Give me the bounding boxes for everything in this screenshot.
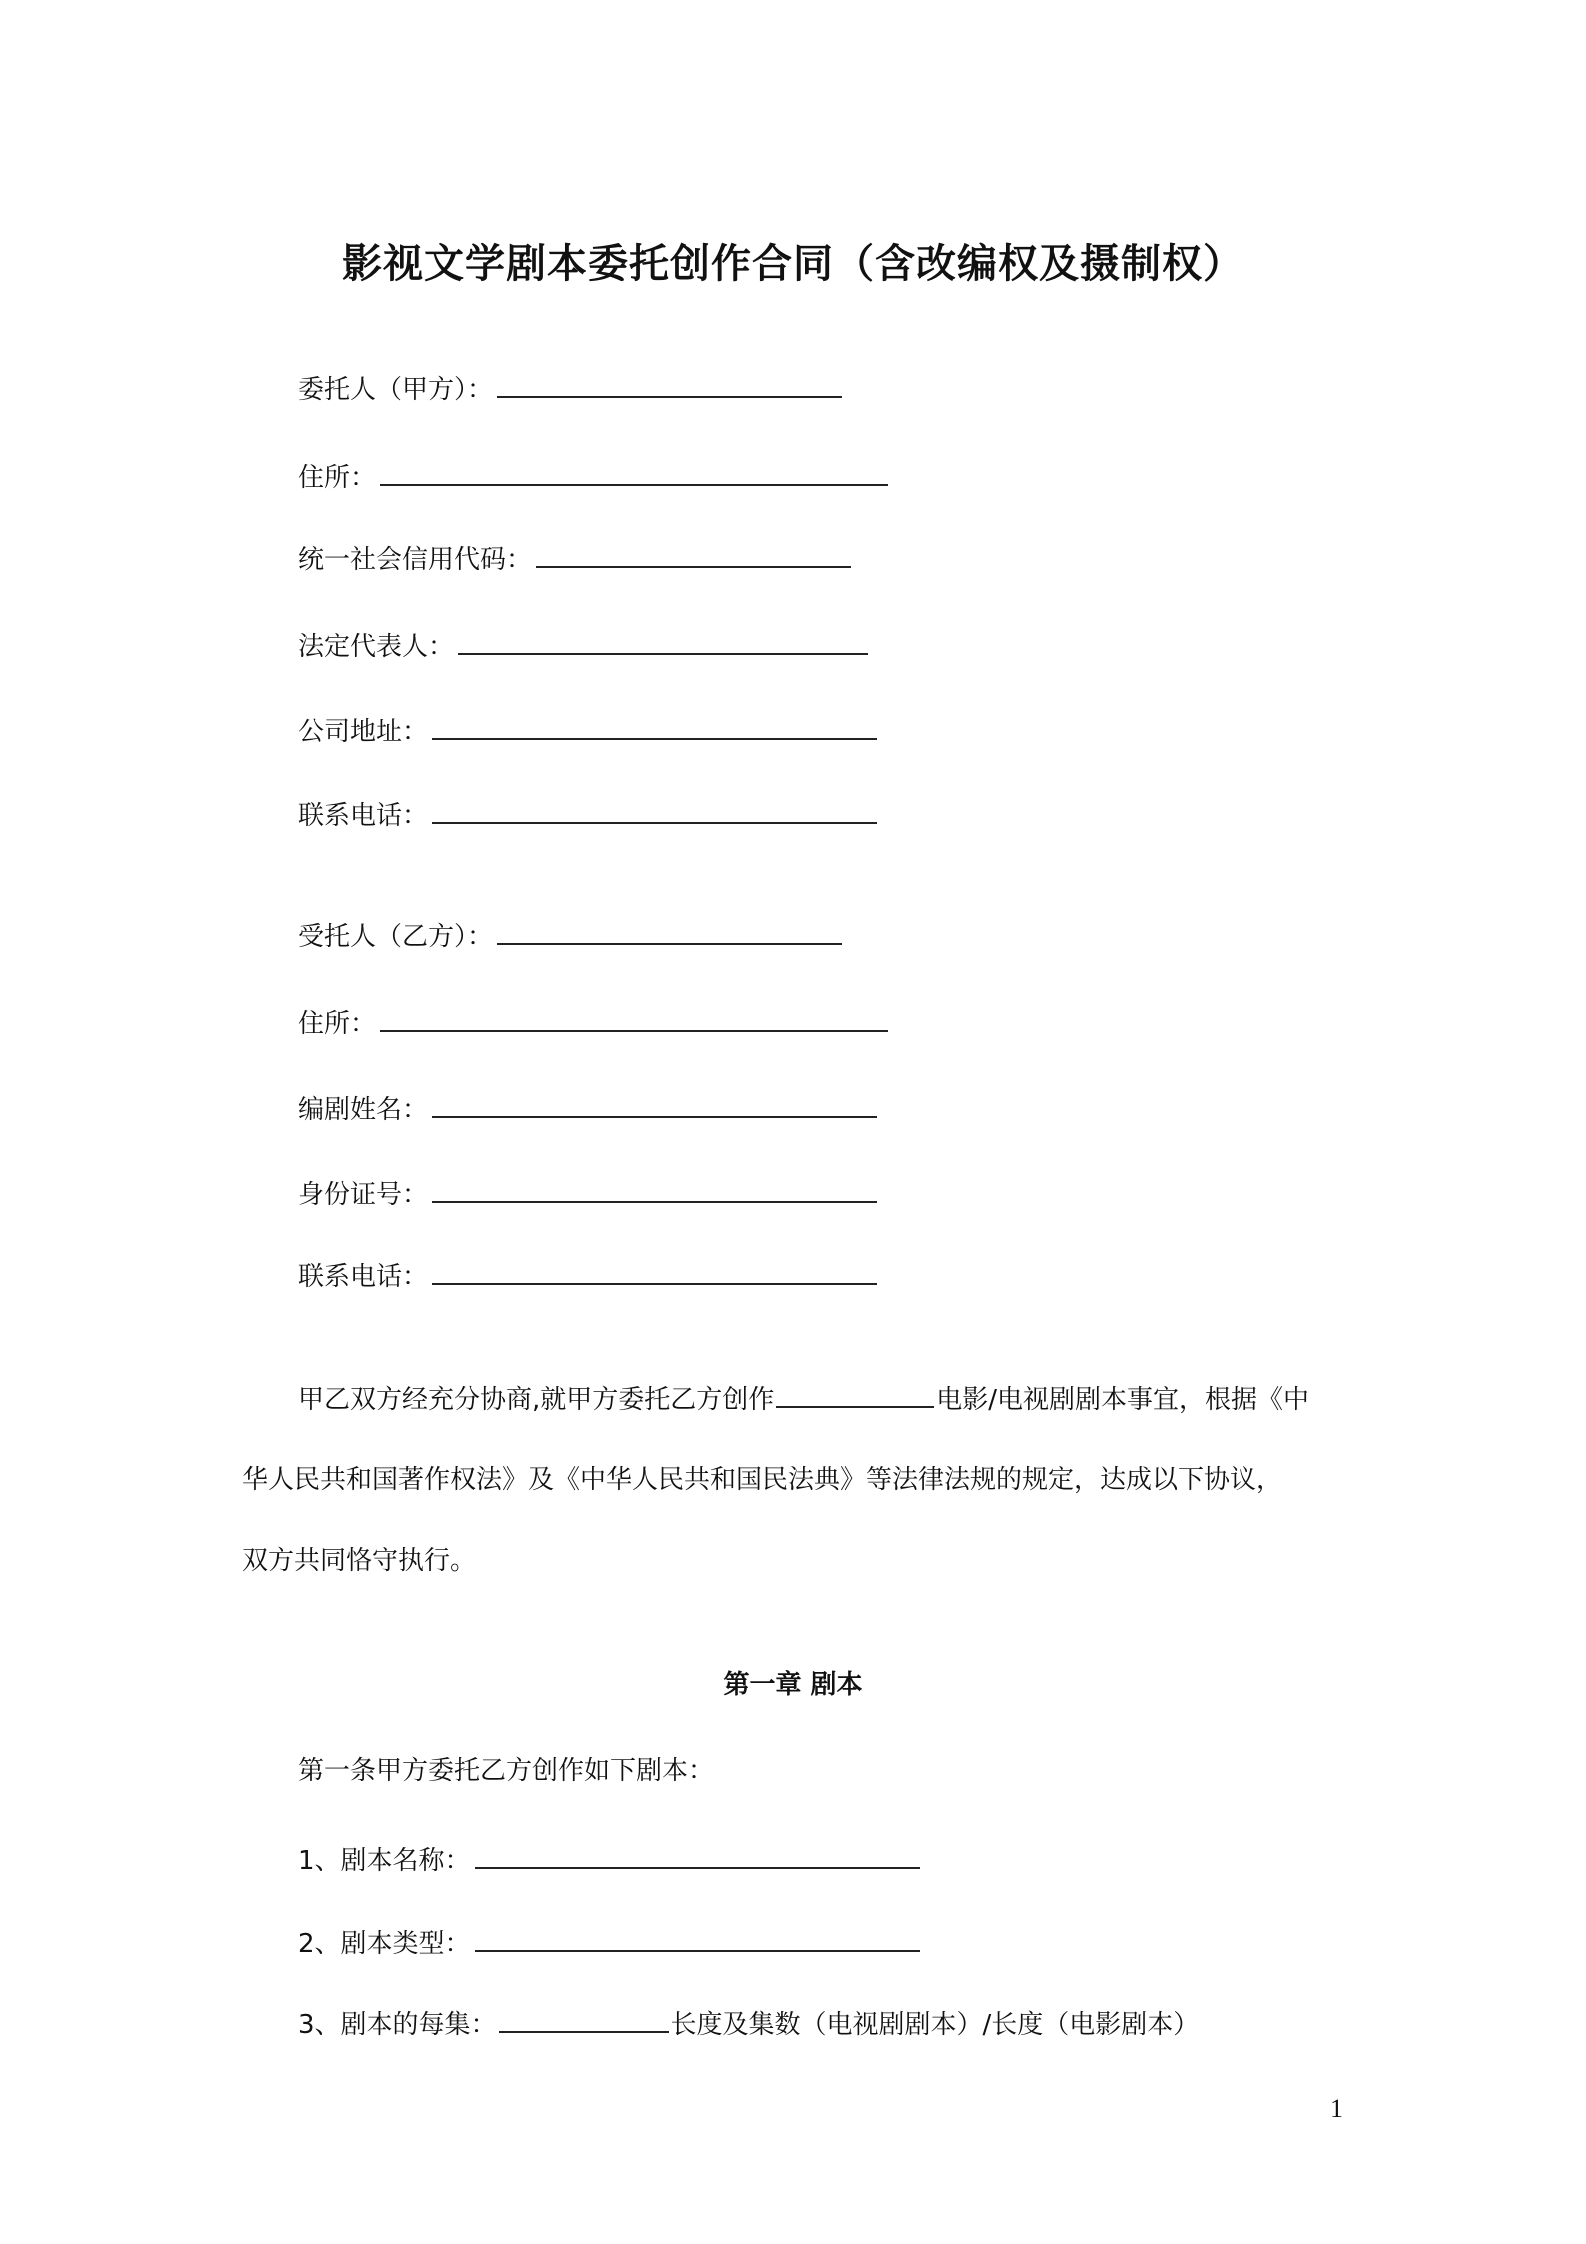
chapter-heading: 第一章 剧本 — [723, 1670, 863, 1700]
party-a-residence-label: 住所： — [298, 463, 377, 493]
party-a-residence-blank[interactable] — [380, 458, 888, 486]
party-a-phone-label: 联系电话： — [298, 801, 429, 831]
party-a-residence-row — [298, 458, 888, 496]
party-b-writer-name-blank[interactable] — [432, 1090, 877, 1118]
script-name-label: 1、剧本名称： — [298, 1846, 471, 1876]
party-b-agent-label: 受托人（乙方）： — [298, 922, 494, 952]
party-a-credit-code-row — [298, 540, 851, 578]
script-name-blank[interactable] — [475, 1841, 920, 1869]
party-b-residence-label: 住所： — [298, 1009, 377, 1039]
party-a-company-address-blank[interactable] — [432, 712, 877, 740]
preamble-line-1-before: 甲乙双方经充分协商,就甲方委托乙方创作 — [298, 1385, 775, 1415]
preamble-work-title-blank[interactable] — [776, 1380, 934, 1408]
script-episode-before: 3、剧本的每集： — [298, 2010, 497, 2040]
party-a-legal-rep-blank[interactable] — [458, 627, 868, 655]
preamble-line-1-after: 电影/电视剧剧本事宜，根据《中 — [936, 1385, 1310, 1415]
party-b-agent-blank[interactable] — [497, 917, 842, 945]
party-a-phone-row — [298, 796, 877, 834]
preamble-line-2: 华人民共和国著作权法》及《中华人民共和国民法典》等法律法规的规定，达成以下协议， — [242, 1465, 1283, 1495]
party-a-legal-rep-label: 法定代表人： — [298, 632, 455, 662]
party-b-residence-blank[interactable] — [380, 1004, 888, 1032]
party-b-writer-name-label: 编剧姓名： — [298, 1095, 429, 1125]
page-number: 1 — [1330, 2094, 1343, 2123]
party-b-writer-name-row — [298, 1090, 877, 1128]
party-b-id-number-label: 身份证号： — [298, 1180, 429, 1210]
script-type-label: 2、剧本类型： — [298, 1929, 471, 1959]
party-a-principal-blank[interactable] — [497, 370, 842, 398]
script-type-row — [298, 1924, 920, 1962]
party-b-id-number-row — [298, 1175, 877, 1213]
party-a-credit-code-blank[interactable] — [536, 540, 851, 568]
preamble-line-3: 双方共同恪守执行。 — [242, 1546, 477, 1576]
party-a-principal-row — [298, 370, 842, 408]
party-a-company-address-label: 公司地址： — [298, 717, 429, 747]
party-a-phone-blank[interactable] — [432, 796, 877, 824]
party-a-principal-label: 委托人（甲方）： — [298, 375, 494, 405]
document-title: 影视文学剧本委托创作合同（含改编权及摄制权） — [342, 241, 1244, 287]
script-type-blank[interactable] — [475, 1924, 920, 1952]
party-b-phone-row — [298, 1257, 877, 1295]
party-b-id-number-blank[interactable] — [432, 1175, 877, 1203]
party-b-residence-row — [298, 1004, 888, 1042]
script-episode-after: 长度及集数（电视剧剧本）/长度（电影剧本） — [670, 2010, 1200, 2040]
script-episode-row — [298, 2005, 1199, 2043]
party-b-agent-row — [298, 917, 842, 955]
party-b-phone-blank[interactable] — [432, 1257, 877, 1285]
script-episode-blank[interactable] — [499, 2005, 669, 2033]
party-a-company-address-row — [298, 712, 877, 750]
party-b-phone-label: 联系电话： — [298, 1262, 429, 1292]
preamble-line-1 — [298, 1380, 1408, 1418]
script-name-row — [298, 1841, 920, 1879]
party-a-credit-code-label: 统一社会信用代码： — [298, 545, 533, 575]
article-1: 第一条甲方委托乙方创作如下剧本： — [298, 1756, 715, 1786]
party-a-legal-rep-row — [298, 627, 868, 665]
